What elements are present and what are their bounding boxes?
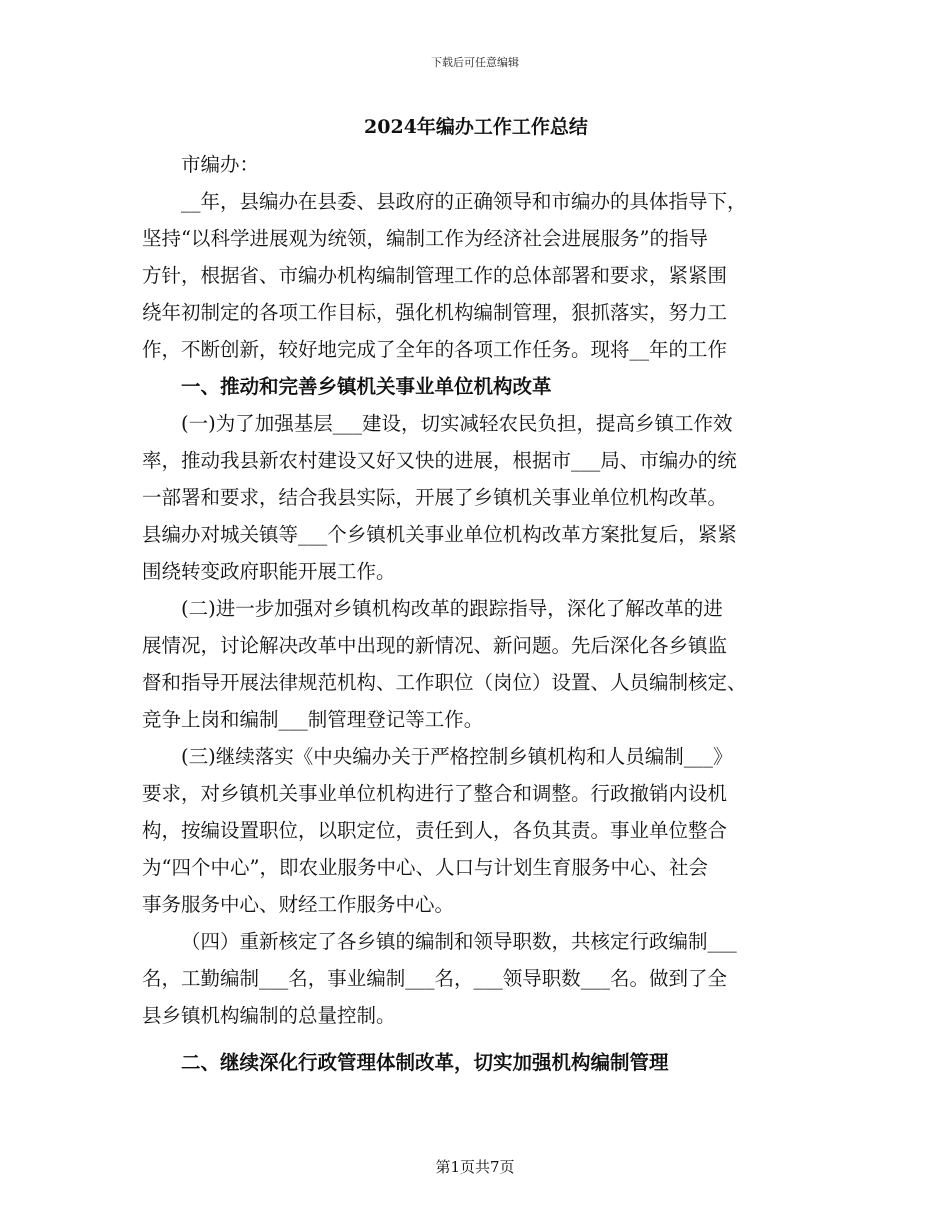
document-body	[142, 112, 810, 1081]
paragraph-line: (三)继续落实《中央编办关于严格控制乡镇机构和人员编制___》	[181, 745, 733, 768]
paragraph-line: 绕年初制定的各项工作目标，强化机构编制管理，狠抓落实，努力工	[142, 301, 728, 324]
paragraph-line: 坚持“以科学进展观为统领，编制工作为经济社会进展服务”的指导	[142, 227, 708, 250]
paragraph-line: 为“四个中心”，即农业服务中心、人口与计划生育服务中心、社会	[142, 856, 708, 879]
paragraph-line: 县编办对城关镇等___个乡镇机关事业单位机构改革方案批复后，紧紧	[142, 523, 737, 546]
section-heading-1: 一、推动和完善乡镇机关事业单位机构改革	[181, 375, 552, 398]
paragraph-line: 方针，根据省、市编办机构编制管理工作的总体部署和要求，紧紧围	[142, 264, 728, 287]
paragraph-line: 督和指导开展法律规范机构、工作职位（岗位）设置、人员编制核定、	[142, 671, 747, 694]
header-note: 下载后可任意编辑	[431, 56, 519, 69]
paragraph-line: 县乡镇机构编制的总量控制。	[142, 1004, 396, 1027]
paragraph-line: （四）重新核定了各乡镇的编制和领导职数，共核定行政编制___	[181, 930, 737, 953]
paragraph-line: 竞争上岗和编制___制管理登记等工作。	[142, 708, 484, 731]
paragraph-line: (一)为了加强基层___建设，切实减轻农民负担，提高乡镇工作效	[181, 412, 733, 435]
section-heading-2: 二、继续深化行政管理体制改革，切实加强机构编制管理	[181, 1051, 669, 1074]
paragraph-line: __年，县编办在县委、县政府的正确领导和市编办的具体指导下，	[181, 190, 747, 213]
paragraph-line: 作，不断创新，较好地完成了全年的各项工作任务。现将__年的工作	[142, 338, 728, 361]
paragraph-line: 事务服务中心、财经工作服务中心。	[142, 893, 455, 916]
paragraph-line: 名，工勤编制___名，事业编制___名，___领导职数___名。做到了全	[142, 967, 728, 990]
paragraph-line: 展情况，讨论解决改革中出现的新情况、新问题。先后深化各乡镇监	[142, 634, 728, 657]
paragraph-line: 构，按编设置职位，以职定位，责任到人，各负其责。事业单位整合	[142, 819, 728, 842]
page-number: 第1页共7页	[435, 1158, 515, 1176]
paragraph-line: (二)进一步加强对乡镇机构改革的跟踪指导，深化了解改革的进	[181, 597, 723, 620]
paragraph-line: 围绕转变政府职能开展工作。	[142, 560, 396, 583]
document-title: 2024年编办工作工作总结	[364, 116, 588, 138]
paragraph-line: 一部署和要求，结合我县实际，开展了乡镇机关事业单位机构改革。	[142, 486, 728, 509]
paragraph-line: 要求，对乡镇机关事业单位机构进行了整合和调整。行政撤销内设机	[142, 782, 728, 805]
paragraph-line: 率，推动我县新农村建设又好又快的进展，根据市___局、市编办的统	[142, 449, 737, 472]
addressee-line: 市编办：	[181, 153, 260, 176]
